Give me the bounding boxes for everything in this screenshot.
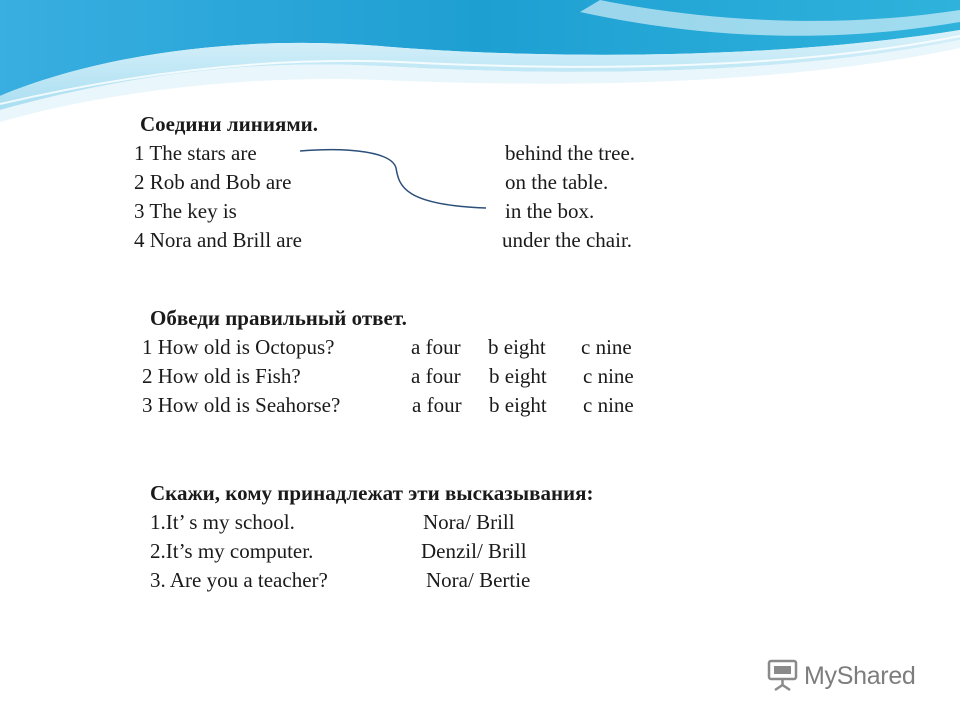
statement-2-speakers: Denzil/ Brill	[421, 539, 527, 563]
myshared-logo	[766, 656, 936, 696]
q1-option-c: c nine	[581, 335, 632, 359]
q3-option-b: b eight	[489, 393, 547, 417]
match-right-1: behind the tree.	[505, 141, 636, 165]
match-right-4: under the chair.	[502, 228, 633, 252]
q2-option-b: b eight	[489, 364, 547, 388]
q1-option-b: b eight	[488, 335, 546, 359]
section3-title: Скажи, кому принадлежат эти высказывания:	[150, 481, 594, 505]
q1-option-a: a four	[411, 335, 461, 359]
statement-2: 2.It’s my computer.	[150, 539, 314, 563]
section2-title: Обведи правильный ответ.	[150, 306, 407, 330]
question-2: 2 How old is Fish?	[142, 364, 301, 388]
header-wave	[0, 0, 960, 130]
q3-option-a: a four	[412, 393, 462, 417]
match-left-1: 1 The stars are	[134, 141, 257, 165]
q2-option-c: c nine	[583, 364, 634, 388]
q3-option-c: c nine	[583, 393, 634, 417]
question-3: 3 How old is Seahorse?	[142, 393, 341, 417]
logo-text: MyShared	[804, 662, 916, 690]
question-1: 1 How old is Octopus?	[142, 335, 335, 359]
statement-3: 3. Are you a teacher?	[150, 568, 328, 592]
match-left-4: 4 Nora and Brill are	[134, 228, 302, 252]
match-right-2: on the table.	[505, 170, 609, 194]
statement-1: 1.It’ s my school.	[150, 510, 295, 534]
match-left-2: 2 Rob and Bob are	[134, 170, 292, 194]
section1-title: Соедини линиями.	[140, 112, 318, 136]
match-left-3: 3 The key is	[134, 199, 237, 223]
statement-3-speakers: Nora/ Bertie	[426, 568, 531, 592]
projector-icon	[766, 656, 800, 692]
statement-1-speakers: Nora/ Brill	[423, 510, 515, 534]
match-right-3: in the box.	[505, 199, 595, 223]
q2-option-a: a four	[411, 364, 461, 388]
